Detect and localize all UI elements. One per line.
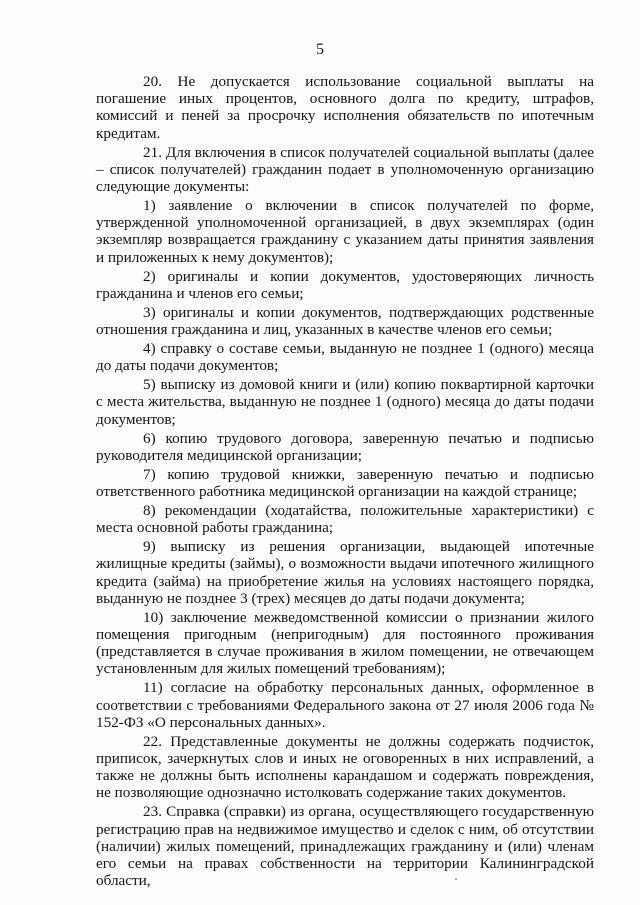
scan-speck: [455, 878, 457, 880]
document-body: [96, 73, 594, 891]
list-item-9: 9) выписку из решения организации, выдающей ипотечные жилищные кредиты (займы), о возможности выдачи ипотечного жилищного кредита (займа) на приобретение жилья на условиях настоящего порядка, выданную не позднее 3 (трех) месяцев до даты подачи документа;: [96, 538, 594, 607]
list-item-2: 2) оригиналы и копии документов, удостоверяющих личность гражданина и членов его семьи;: [96, 267, 594, 302]
paragraph-22: 22. Представленные документы не должны содержать подчисток, приписок, зачеркнутых слов и иных не оговоренных в них исправлений, а также не должны быть исполнены карандашом и содержать повреждения, не позволяющие однозначно истолковать содержание таких документов.: [96, 732, 594, 802]
list-item-1: 1) заявление о включении в список получателей по форме, утвержденной уполномоченной организацией, в двух экземплярах (один экземпляр возвращается гражданину с указанием даты принятия заявления и приложенных к нему документов);: [96, 197, 594, 266]
page-number: 5: [316, 41, 324, 58]
list-item-11: 11) согласие на обработку персональных данных, оформленное в соответствии с требованиями Федерального закона от 27 июля 2006 года № 152-ФЗ «О персональных данных».: [96, 679, 594, 731]
list-item-7: 7) копию трудовой книжки, заверенную печатью и подписью ответственного работника медицинской организации на каждой странице;: [96, 465, 594, 501]
list-item-5: 5) выписку из домовой книги и (или) копию поквартирной карточки с места жительства, выданную не позднее 1 (одного) месяца до даты подачи документов;: [96, 376, 594, 428]
list-item-10: 10) заключение межведомственной комиссии о признании жилого помещения пригодным (непригодным) для постоянного проживания (представляется в случае проживания в жилом помещении, не отвечающем установленным для жилых помещений требованиям);: [96, 608, 594, 678]
paragraph-23: 23. Справка (справки) из органа, осуществляющего государственную регистрацию прав на недвижимое имущество и сделок с ним, об отсутствии (наличии) жилых помещений, принадлежащих гражданину и (или) членам его семьи на правах собственности на территории Калининградской области,: [96, 803, 594, 890]
list-item-4: 4) справку о составе семьи, выданную не позднее 1 (одного) месяца до даты подачи документов;: [96, 340, 594, 375]
list-item-3: 3) оригиналы и копии документов, подтверждающих родственные отношения гражданина и лиц, указанных в качестве членов его семьи;: [96, 303, 594, 339]
paragraph-20: 20. Не допускается использование социальной выплаты на погашение иных процентов, основного долга по кредиту, штрафов, комиссий и пеней за просрочку исполнения обязательств по ипотечным кредитам.: [96, 73, 594, 142]
paragraph-21: 21. Для включения в список получателей социальной выплаты (далее – список получателей) гражданин подает в уполномоченную организацию следующие документы:: [96, 143, 594, 196]
list-item-8: 8) рекомендации (ходатайства, положительные характеристики) с места основной работы гражданина;: [96, 502, 594, 537]
list-item-6: 6) копию трудового договора, заверенную печатью и подписью руководителя медицинской организации;: [96, 429, 594, 464]
